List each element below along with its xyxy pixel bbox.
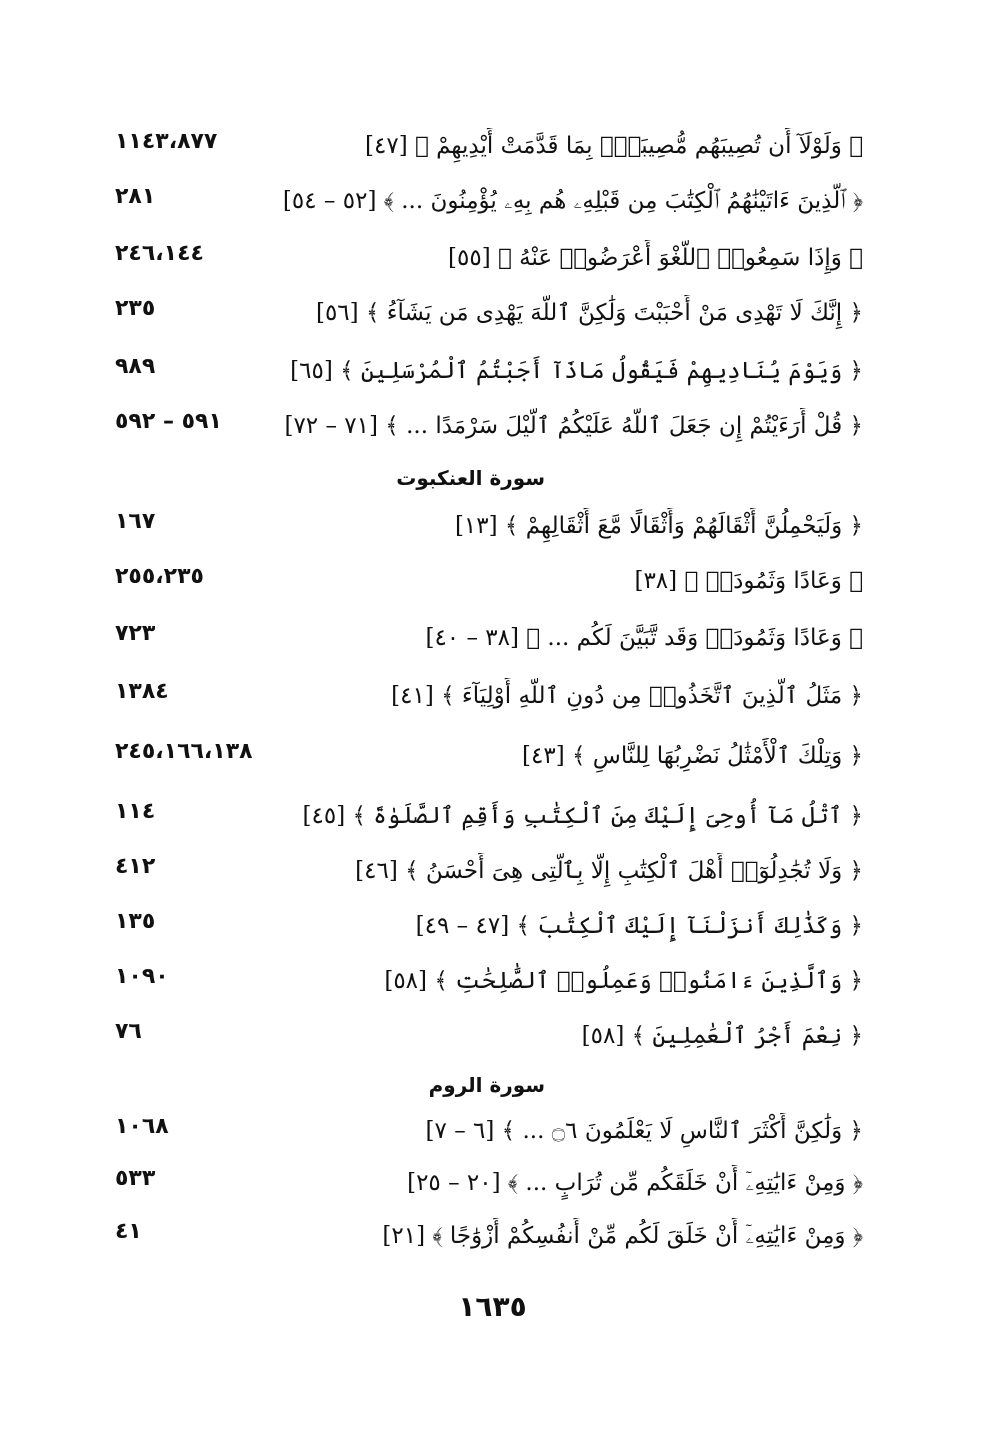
page-references: ١٠٩٠ <box>115 964 169 989</box>
verse-citation: ﴿ وَتِلْكَ ٱلْأَمْثَٰلُ نَضْرِبُهَا لِلنَّاسِ ﴾ [٤٣] <box>522 743 863 769</box>
page-references: ٩٨٩ <box>115 354 156 379</box>
surah-heading: سورة الروم <box>428 1073 545 1097</box>
page-references: ٥٣٣ <box>115 1166 156 1191</box>
verse-citation: ﴿ ٱلَّذِينَ ءَاتَيْنَٰهُمُ ٱلْكِتَٰبَ مِن قَبْلِهِۦ هُم بِهِۦ يُؤْمِنُونَ ... ﴾ [٥٢ – ٥٤] <box>282 188 863 214</box>
verse-citation: ﴿ وَلَا تُجَٰدِلُوٓا۟ أَهْلَ ٱلْكِتَٰبِ إِلَّا بِٱلَّتِى هِىَ أَحْسَنُ ﴾ [٤٦] <box>355 858 863 884</box>
verse-citation: ﴿ وَلَيَحْمِلُنَّ أَثْقَالَهُمْ وَأَثْقَالًا مَّعَ أَثْقَالِهِمْ ﴾ [١٣] <box>454 513 863 539</box>
page-references: ٢٣٥ <box>115 296 156 321</box>
index-entry <box>0 353 985 393</box>
verse-citation: ﴿ وَٱلَّذِينَ ءَامَنُوا۟ وَعَمِلُوا۟ ٱلصَّٰلِحَٰتِ ﴾ [٥٨] <box>384 968 863 994</box>
index-entry <box>0 183 985 223</box>
verse-citation: ﴿ وَمِنْ ءَايَٰتِهِۦٓ أَنْ خَلَقَكُم مِّن تُرَابٍ ... ﴾ [٢٠ – ٢٥] <box>407 1170 863 1196</box>
page-references: ١٦٧ <box>115 509 156 534</box>
verse-citation: ﴿ وَعَادًا وَثَمُودَا۟ ﴾ [٣٨] <box>634 568 863 594</box>
index-entry <box>0 1018 985 1058</box>
verse-citation: ﴿ قُلْ أَرَءَيْتُمْ إِن جَعَلَ ٱللَّهُ عَلَيْكُمُ ٱلَّيْلَ سَرْمَدًا ... ﴾ [٧١ – ٧٢] <box>284 413 863 439</box>
index-entry <box>0 798 985 838</box>
index-entry <box>0 963 985 1003</box>
page-references: ١٣٨٤ <box>115 679 169 704</box>
verse-citation: ﴿ وَيَوْمَ يُنَادِيهِمْ فَيَقُولُ مَاذَآ أَجَبْتُمُ ٱلْمُرْسَلِينَ ﴾ [٦٥] <box>290 358 863 384</box>
verse-citation: ﴿ ٱتْلُ مَآ أُوحِىَ إِلَيْكَ مِنَ ٱلْكِتَٰبِ وَأَقِمِ ٱلصَّلَوٰةَ ﴾ [٤٥] <box>302 803 863 829</box>
index-entry <box>0 738 985 778</box>
page-number: ١٦٣٥ <box>458 1290 527 1323</box>
verse-citation: ﴿ نِعْمَ أَجْرُ ٱلْعَٰمِلِينَ ﴾ [٥٨] <box>581 1023 863 1049</box>
page-references: ٧٦ <box>115 1019 142 1044</box>
index-entry <box>0 295 985 335</box>
page-references: ٤١ <box>115 1219 142 1244</box>
index-entry <box>0 240 985 280</box>
page-references: ٧٢٣ <box>115 621 156 646</box>
verse-citation: ﴿ إِنَّكَ لَا تَهْدِى مَنْ أَحْبَبْتَ وَلَٰكِنَّ ٱللَّهَ يَهْدِى مَن يَشَآءُ ﴾ [٥٦] <box>315 300 863 326</box>
index-entry <box>0 563 985 603</box>
verse-citation: ﴿ وَمِنْ ءَايَٰتِهِۦٓ أَنْ خَلَقَ لَكُم مِّنْ أَنفُسِكُمْ أَزْوَٰجًا ﴾ [٢١] <box>382 1223 863 1249</box>
page-references: ٢٥٥،٢٣٥ <box>115 564 204 589</box>
page-references: ١١٤ <box>115 799 156 824</box>
page-references: ١٣٥ <box>115 909 156 934</box>
page-references: ٤١٢ <box>115 854 156 879</box>
verse-citation: ﴿ مَثَلُ ٱلَّذِينَ ٱتَّخَذُوا۟ مِن دُونِ ٱللَّهِ أَوْلِيَآءَ ﴾ [٤١] <box>391 683 863 709</box>
index-entry <box>0 908 985 948</box>
index-entry <box>0 128 985 168</box>
index-entry <box>0 408 985 448</box>
page-references: ٢٤٥،١٦٦،١٣٨ <box>115 739 253 764</box>
verse-citation: ﴿ وَعَادًا وَثَمُودَا۟ وَقَد تَّبَيَّنَ لَكُم ... ﴾ [٣٨ – ٤٠] <box>425 625 863 651</box>
index-entry <box>0 1113 985 1153</box>
index-entry <box>0 853 985 893</box>
page-references: ٥٩١ – ٥٩٢ <box>115 409 222 434</box>
verse-citation: ﴿ وَكَذَٰلِكَ أَنزَلْنَآ إِلَيْكَ ٱلْكِتَٰبَ ﴾ [٤٧ – ٤٩] <box>415 913 863 939</box>
verse-citation: ﴿ وَلَٰكِنَّ أَكْثَرَ ٱلنَّاسِ لَا يَعْلَمُونَ ۝٦ ... ﴾ [٦ – ٧] <box>425 1118 863 1144</box>
index-entry <box>0 620 985 660</box>
verse-citation: ﴿ وَلَوْلَآ أَن تُصِيبَهُم مُّصِيبَةُۢ بِمَا قَدَّمَتْ أَيْدِيهِمْ ﴾ [٤٧] <box>364 133 863 159</box>
page-references: ٢٨١ <box>115 184 156 209</box>
index-entry <box>0 1165 985 1205</box>
index-entry <box>0 508 985 548</box>
surah-heading: سورة العنكبوت <box>396 466 545 490</box>
page-references: ٢٤٦،١٤٤ <box>115 241 204 266</box>
page-references: ١٠٦٨ <box>115 1114 169 1139</box>
index-entry <box>0 1218 985 1258</box>
verse-citation: ﴿ وَإِذَا سَمِعُوا۟ ٱللَّغْوَ أَعْرَضُوا۟ عَنْهُ ﴾ [٥٥] <box>448 245 863 271</box>
page-references: ١١٤٣،٨٧٧ <box>115 129 218 154</box>
index-entry <box>0 678 985 718</box>
